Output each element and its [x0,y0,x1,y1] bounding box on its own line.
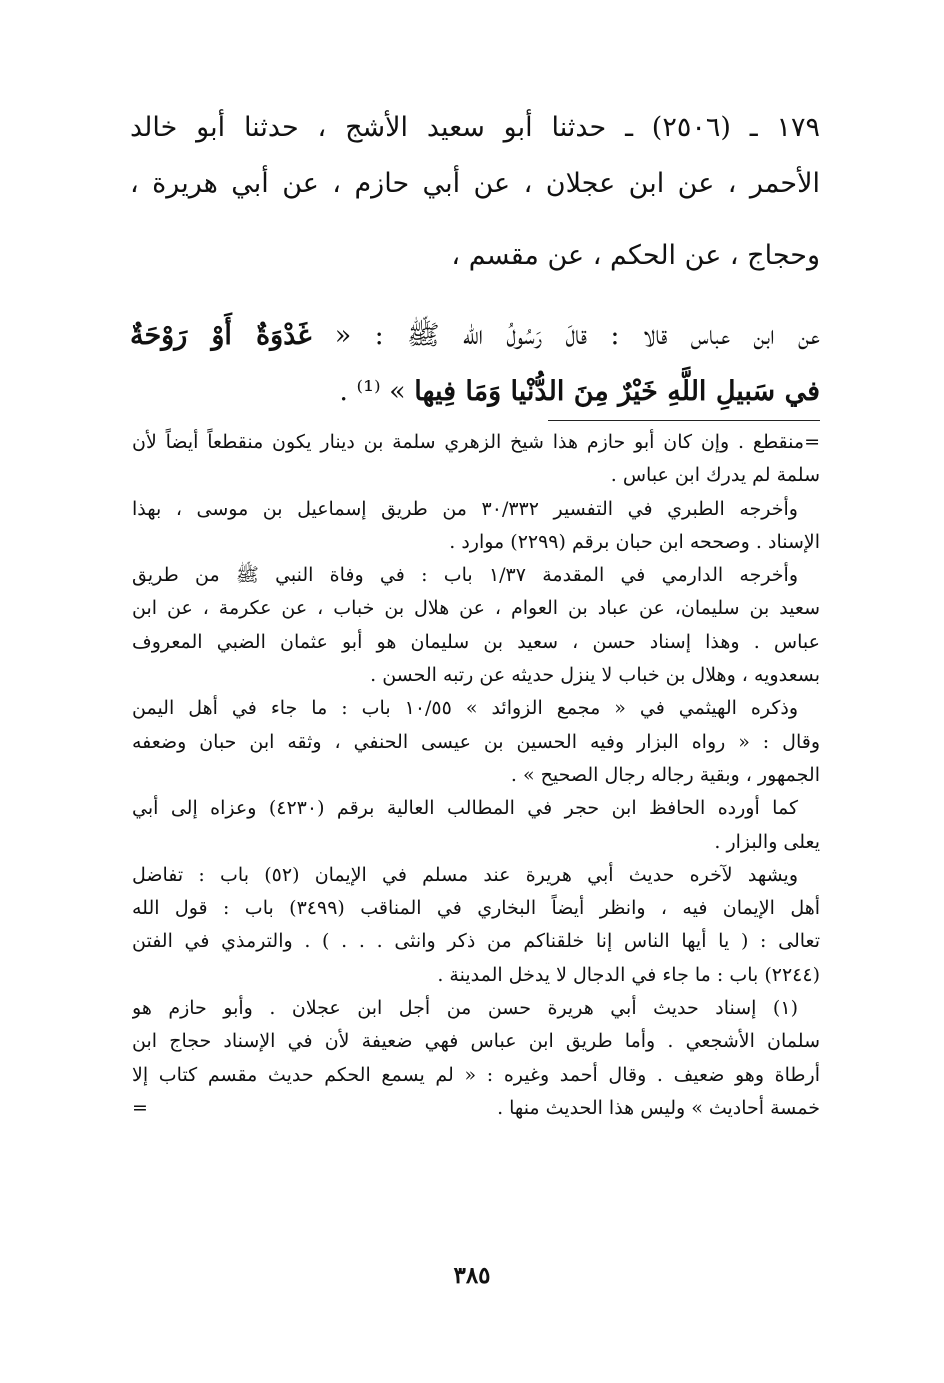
footnote-reference: » ⁽¹⁾ . [339,376,406,407]
hadith-line-5 [130,364,820,420]
prophetic-saying-part-1: غَدْوَةٌ أَوْ رَوْحَةٌ [130,320,312,351]
footnote-line [132,1092,820,1125]
footnote-line: سعيد بن سليمان، عن عباد بن العوام ، عن هلال بن خباب ، عن عكرمة ، عن ابن [132,597,820,620]
footnote-line: يعلى والبزار . [714,830,820,853]
footnote-line: عباس . وهذا إسناد حسن ، سعيد بن سليمان هو أبو عثمان الضبي المعروف [132,630,820,653]
footnote-line: وأخرجه الدارمي في المقدمة ١/٣٧ باب : في وفاة النبي ﷺ من طريق [132,564,799,587]
footnote-line: وقال : « رواه البزار وفيه الحسين بن عيسى الحنفي ، وثقه ابن حبان وضعفه [132,730,820,753]
footnote-line: (١) إسناد حديث أبي هريرة حسن من أجل ابن عجلان . وأبو حازم هو [132,997,798,1020]
prophetic-saying-part-2: في سَبيلِ اللَّهِ خَيْرٌ مِنَ الدُّنْيا وَمَا فِيها [414,376,820,407]
footnote-line: (٢٢٤٤) باب : ما جاء في الدجال لا يدخل المدينة . [437,963,820,986]
footnote-line: =منقطع . وإن كان أبو حازم هذا شيخ الزهري سلمة بن دينار يكون منقطعاً أيضاً لأن [132,431,820,453]
hadith-line-2: الأحمر ، عن ابن عجلان ، عن أبي حازم ، عن أبي هريرة ، [130,168,820,199]
footnote-line: بسعدويه ، وهلال بن خباب لا ينزل حديثه عن رتبه الحسن . [370,664,820,687]
footnote-line: الجمهور ، وبقية رجاله رجال الصحيح » . [510,763,820,786]
hadith-line-4 [130,308,820,364]
continuation-mark: = [132,1096,148,1119]
hadith-line-3: وحجاج ، عن الحكم ، عن مقسم ، [451,240,820,271]
footnote-line: ويشهد لآخره حديث أبي هريرة عند مسلم في الإيمان (٥٢) باب : تفاضل [132,863,799,886]
footnotes [132,426,820,1125]
footnote-line: الإسناد . وصححه ابن حبان برقم (٢٢٩٩) موارد . [449,530,820,553]
footnote-line: وأخرجه الطبري في التفسير ٣٠/٣٣٢ من طريق إسماعيل بن موسى ، بهذا [132,497,798,520]
narration-text: عن ابن عباس قالا : قالَ رَسُولُ الله ﷺ : « [334,320,820,351]
footnote-line: تعالى : ( يا أيها الناس إنا خلقناكم من ذكر وانثى . . . ) . والترمذي في الفتن [132,930,820,953]
hadith-line-1: ١٧٩ ـ (٢٥٠٦) ـ حدثنا أبو سعيد الأشج ، حدثنا أبو خالد [130,112,821,143]
footnote-line: وذكره الهيثمي في « مجمع الزوائد » ١٠/٥٥ باب : ما جاء في أهل اليمن [132,697,798,720]
page-number: ٣٨٥ [453,1262,491,1289]
footnote-line: سلمة لم يدرك ابن عباس . [610,464,820,487]
footnote-line: سلمان الأشجعي . وأما طريق ابن عباس فهي ضعيفة لأن في الإسناد حجاج ابن [132,1030,820,1053]
hadith-text [130,100,820,420]
footnote-line: كما أورده الحافظ ابن حجر في المطالب العالية برقم (٤٢٣٠) وعزاه إلى أبي [132,797,798,820]
footnote-line: أرطاة وهو ضعيف . وقال أحمد وغيره : « لم يسمع الحكم حديث مقسم كتاب إلا [132,1063,820,1086]
footnote-line: أهل الإيمان فيه ، وانظر أيضاً البخاري في المناقب (٣٤٩٩) باب : قول الله [132,897,820,920]
footnote-separator [548,420,820,421]
footnote-text: خمسة أحاديث » وليس هذا الحديث منها . [497,1096,820,1119]
